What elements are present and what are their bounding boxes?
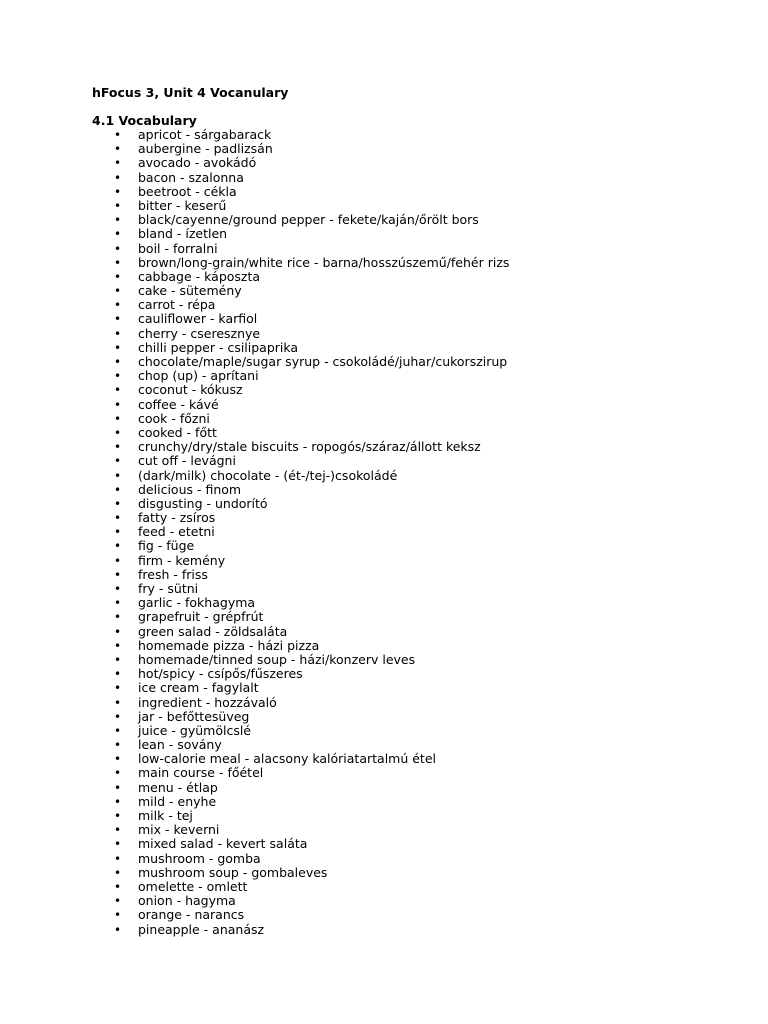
- vocabulary-entry: coconut - kókusz: [138, 382, 243, 398]
- bullet-icon: •: [114, 269, 122, 284]
- bullet-icon: •: [114, 198, 122, 213]
- vocabulary-entry: disgusting - undorító: [138, 495, 268, 511]
- vocabulary-entry: ingredient - hozzávaló: [138, 694, 277, 710]
- vocabulary-entry: fry - sütni: [138, 581, 199, 596]
- bullet-icon: •: [114, 525, 122, 540]
- bullet-icon: •: [114, 184, 122, 199]
- vocabulary-entry: milk - tej: [138, 808, 193, 823]
- vocabulary-entry: fresh - friss: [138, 566, 208, 582]
- bullet-icon: •: [114, 454, 122, 469]
- bullet-icon: •: [114, 823, 122, 838]
- bullet-icon: •: [114, 496, 122, 511]
- bullet-icon: •: [114, 908, 122, 923]
- bullet-icon: •: [114, 255, 122, 270]
- document-title: hFocus 3, Unit 4 Vocanulary: [92, 85, 289, 100]
- bullet-icon: •: [114, 142, 122, 157]
- bullet-icon: •: [114, 738, 122, 753]
- vocabulary-entry: bland - ízetlen: [138, 226, 228, 242]
- bullet-icon: •: [114, 326, 122, 341]
- bullet-icon: •: [114, 156, 122, 171]
- bullet-icon: •: [114, 894, 122, 909]
- bullet-icon: •: [114, 397, 122, 412]
- vocabulary-entry: (dark/milk) chocolate - (ét-/tej-)csokoládé: [138, 467, 398, 483]
- vocabulary-entry: cabbage - káposzta: [138, 268, 261, 284]
- vocabulary-entry: aubergine - padlizsán: [138, 141, 273, 157]
- vocabulary-entry: cut off - levágni: [138, 453, 236, 469]
- vocabulary-entry: ice cream - fagylalt: [138, 680, 259, 696]
- bullet-icon: •: [114, 539, 122, 554]
- bullet-icon: •: [114, 411, 122, 426]
- vocabulary-entry: mixed salad - kevert saláta: [138, 836, 308, 852]
- bullet-icon: •: [114, 511, 122, 526]
- vocabulary-entry: menu - étlap: [138, 779, 218, 795]
- vocabulary-entry: onion - hagyma: [138, 893, 236, 909]
- bullet-icon: •: [114, 227, 122, 242]
- bullet-icon: •: [114, 752, 122, 767]
- bullet-icon: •: [114, 440, 122, 455]
- vocabulary-entry: cook - főzni: [138, 410, 210, 426]
- vocabulary-entry: black/cayenne/ground pepper - fekete/kaján/őrölt bors: [138, 212, 479, 228]
- vocabulary-entry: pineapple - ananász: [138, 921, 265, 937]
- vocabulary-entry: chilli pepper - csilipaprika: [138, 339, 299, 355]
- bullet-icon: •: [114, 582, 122, 596]
- vocabulary-entry: crunchy/dry/stale biscuits - ropogós/száraz/állott keksz: [138, 439, 481, 455]
- section-heading: 4.1 Vocabulary: [92, 113, 197, 128]
- vocabulary-entry: avocado - avokádó: [138, 155, 257, 171]
- vocabulary-entry: homemade/tinned soup - házi/konzerv leves: [138, 651, 416, 667]
- bullet-icon: •: [114, 596, 122, 611]
- vocabulary-entry: orange - narancs: [138, 907, 245, 923]
- bullet-icon: •: [114, 553, 122, 568]
- bullet-icon: •: [114, 879, 122, 894]
- vocabulary-entry: fatty - zsíros: [138, 510, 216, 526]
- vocabulary-entry: garlic - fokhagyma: [138, 595, 256, 611]
- vocabulary-entry: grapefruit - grépfrút: [138, 609, 264, 625]
- vocabulary-entry: low-calorie meal - alacsony kalóriatartalmú étel: [138, 751, 436, 767]
- vocabulary-entry: boil - forralni: [138, 240, 218, 256]
- vocabulary-entry: main course - főétel: [138, 765, 264, 781]
- bullet-icon: •: [114, 369, 122, 384]
- bullet-icon: •: [114, 624, 122, 639]
- bullet-icon: •: [114, 723, 122, 738]
- vocabulary-entry: green salad - zöldsaláta: [138, 623, 288, 639]
- bullet-icon: •: [114, 809, 122, 823]
- vocabulary-entry: brown/long-grain/white rice - barna/hosszúszemű/fehér rizs: [138, 254, 510, 270]
- vocabulary-entry: bacon - szalonna: [138, 169, 244, 185]
- bullet-icon: •: [114, 298, 122, 313]
- bullet-icon: •: [114, 482, 122, 497]
- bullet-icon: •: [114, 425, 122, 440]
- vocabulary-entry: lean - sovány: [138, 737, 222, 753]
- bullet-icon: •: [114, 766, 122, 781]
- vocabulary-entry: juice - gyümölcslé: [138, 722, 251, 738]
- vocabulary-entry: bitter - keserű: [138, 197, 227, 213]
- bullet-icon: •: [114, 709, 122, 724]
- bullet-icon: •: [114, 468, 122, 483]
- bullet-icon: •: [114, 383, 122, 398]
- bullet-icon: •: [114, 851, 122, 866]
- bullet-icon: •: [114, 170, 122, 185]
- bullet-icon: •: [114, 312, 122, 327]
- vocabulary-entry: apricot - sárgabarack: [138, 127, 272, 142]
- bullet-icon: •: [114, 213, 122, 228]
- vocabulary-entry: chop (up) - aprítani: [138, 368, 259, 384]
- vocabulary-entry: cauliflower - karfiol: [138, 311, 258, 327]
- bullet-icon: •: [114, 610, 122, 625]
- vocabulary-entry: mild - enyhe: [138, 793, 217, 809]
- vocabulary-entry: beetroot - cékla: [138, 183, 237, 199]
- bullet-icon: •: [114, 667, 122, 682]
- vocabulary-entry: homemade pizza - házi pizza: [138, 637, 320, 653]
- bullet-icon: •: [114, 638, 122, 653]
- bullet-icon: •: [114, 865, 122, 880]
- vocabulary-entry: feed - etetni: [138, 524, 215, 540]
- vocabulary-entry: cherry - cseresznye: [138, 325, 261, 341]
- vocabulary-entry: mix - keverni: [138, 822, 220, 838]
- bullet-icon: •: [114, 567, 122, 582]
- bullet-icon: •: [114, 340, 122, 355]
- vocabulary-entry: firm - kemény: [138, 552, 226, 568]
- vocabulary-entry: hot/spicy - csípős/fűszeres: [138, 666, 303, 682]
- bullet-icon: •: [114, 652, 122, 667]
- bullet-icon: •: [114, 780, 122, 795]
- vocabulary-entry: delicious - finom: [138, 481, 242, 497]
- bullet-icon: •: [114, 681, 122, 696]
- vocabulary-entry: mushroom soup - gombaleves: [138, 864, 328, 880]
- vocabulary-entry: fig - füge: [138, 538, 195, 554]
- vocabulary-entry: omelette - omlett: [138, 878, 248, 894]
- vocabulary-entry: jar - befőttesüveg: [138, 708, 250, 724]
- bullet-icon: •: [114, 284, 122, 299]
- vocabulary-entry: cake - sütemény: [138, 283, 242, 299]
- bullet-icon: •: [114, 355, 122, 369]
- vocabulary-entry: coffee - kávé: [138, 396, 219, 412]
- vocabulary-entry: mushroom - gomba: [138, 850, 261, 866]
- vocabulary-entry: chocolate/maple/sugar syrup - csokoládé/juhar/cukorszirup: [138, 354, 508, 369]
- bullet-icon: •: [114, 837, 122, 852]
- vocabulary-entry: cooked - főtt: [138, 424, 217, 440]
- bullet-icon: •: [114, 241, 122, 256]
- bullet-icon: •: [114, 695, 122, 710]
- bullet-icon: •: [114, 922, 122, 937]
- bullet-icon: •: [114, 794, 122, 809]
- bullet-icon: •: [114, 128, 122, 142]
- vocabulary-entry: carrot - répa: [138, 297, 216, 313]
